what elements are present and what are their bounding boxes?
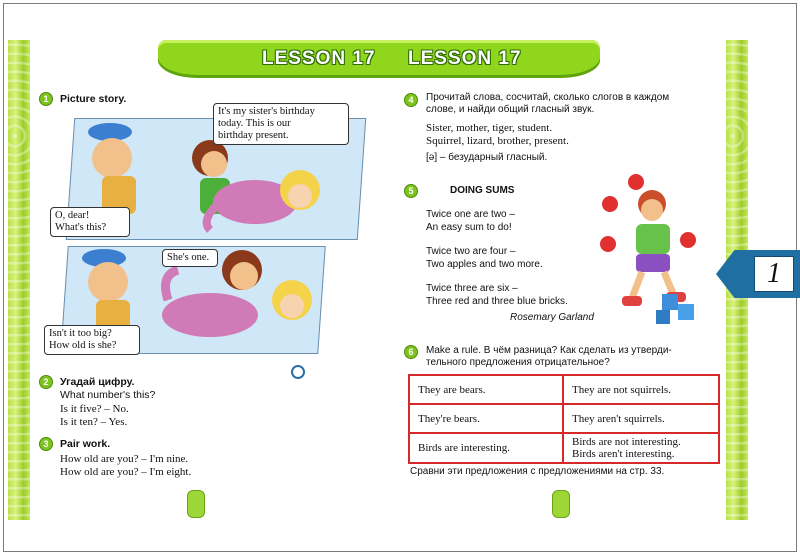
page-number-tab-left [187,490,205,518]
exercise-1-title: Picture story. [60,93,127,105]
table-row [409,433,719,463]
brick-icon [662,294,678,310]
table-cell: They are bears. [409,375,563,404]
speech-bubble-one: She's one. [162,249,218,267]
exercise-3-number: 3 [39,437,53,451]
brick-icon [656,310,670,324]
exercise-3-title: Pair work. [60,438,111,450]
exercise-6-footer: Сравни эти предложения с предложениями на стр. 33. [410,466,665,477]
lesson-title-left: LESSON 17 [262,48,376,69]
lesson-title-right: LESSON 17 [408,48,522,69]
bubble-birthday-line-3: birthday present. [218,130,289,141]
boy-shirt-icon [636,224,670,254]
exercise-6-instruction-1: Make a rule. В чём разница? Как сделать из утверди- [426,345,672,356]
boy-face-icon [641,199,663,221]
girl-face-icon [201,151,227,177]
table-cell: They aren't squirrels. [563,404,719,433]
table-cell: They're bears. [409,404,563,433]
bubble-big-line-1: Isn't it too big? [49,328,112,339]
exercise-2-title: Угадай цифру. [60,376,135,388]
apple-icon [602,196,618,212]
poem-verse-1-line-1: Twice one are two – [426,209,515,220]
table-row [409,404,719,433]
exercise-6-number: 6 [404,345,418,359]
left-green-border [8,40,30,520]
poem-verse-2-line-1: Twice two are four – [426,246,516,257]
bubble-birthday-line-1: It's my sister's birthday [218,106,315,117]
exercise-6-instruction-2: тельного предложения отрицательное? [426,357,610,368]
table-row [409,375,719,404]
exercise-4-words-1: Sister, mother, tiger, student. [426,122,553,134]
exercise-3-line-1: How old are you? – I'm nine. [60,453,189,465]
exercise-2-line-3: Is it ten? – Yes. [60,416,128,428]
exercise-2-line-2: Is it five? – No. [60,403,129,415]
exercise-4-instruction-2: слове, и найди общий гласный звук. [426,104,595,115]
rule-table [408,374,720,464]
apple-icon [628,174,644,190]
exercise-4-instruction-1: Прочитай слова, сосчитай, сколько слогов в каждом [426,92,670,103]
bubble-birthday-line-2: today. This is our [218,118,291,129]
speech-bubble-birthday [213,103,349,145]
exercise-1-number: 1 [39,92,53,106]
apple-icon [680,232,696,248]
brick-icon [678,304,694,320]
exercise-2-line-1: What number's this? [60,389,156,401]
little-girl-face-icon [288,184,312,208]
poem-verse-3-line-2: Three red and three blue bricks. [426,296,568,307]
speech-bubble-big [44,325,140,355]
table-cell: They are not squirrels. [563,375,719,404]
bubble-dear-line-2: What's this? [55,222,107,233]
speech-bubble-dear [50,207,130,237]
boy-face-icon [92,138,132,178]
poem-verse-3-line-1: Twice three are six – [426,283,518,294]
table-cell: Birds are interesting. [409,433,563,463]
apple-icon [600,236,616,252]
boy-shorts-icon [636,254,670,272]
exercise-4-note: [ә] – безударный гласный. [426,152,548,163]
bubble-big-line-2: How old is she? [49,340,117,351]
juggling-boy-illustration [596,170,706,330]
page-number-tab-right [552,490,570,518]
poem-verse-2-line-2: Two apples and two more. [426,259,543,270]
exercise-5-number: 5 [404,184,418,198]
exercise-4-number: 4 [404,93,418,107]
pushpin-icon [292,366,304,378]
table-cell: Birds are not interesting. Birds aren't interesting. [563,433,719,463]
exercise-4-words-2: Squirrel, lizard, brother, present. [426,135,569,147]
poem-verse-1-line-2: An easy sum to do! [426,222,512,233]
poem-author: Rosemary Garland [510,312,594,323]
exercise-5-title: DOING SUMS [450,185,515,196]
lesson-banner [158,40,600,78]
exercise-3-line-2: How old are you? – I'm eight. [60,466,192,478]
bubble-dear-line-1: O, dear! [55,210,90,221]
unit-number: 1 [754,256,794,292]
exercise-2-number: 2 [39,375,53,389]
